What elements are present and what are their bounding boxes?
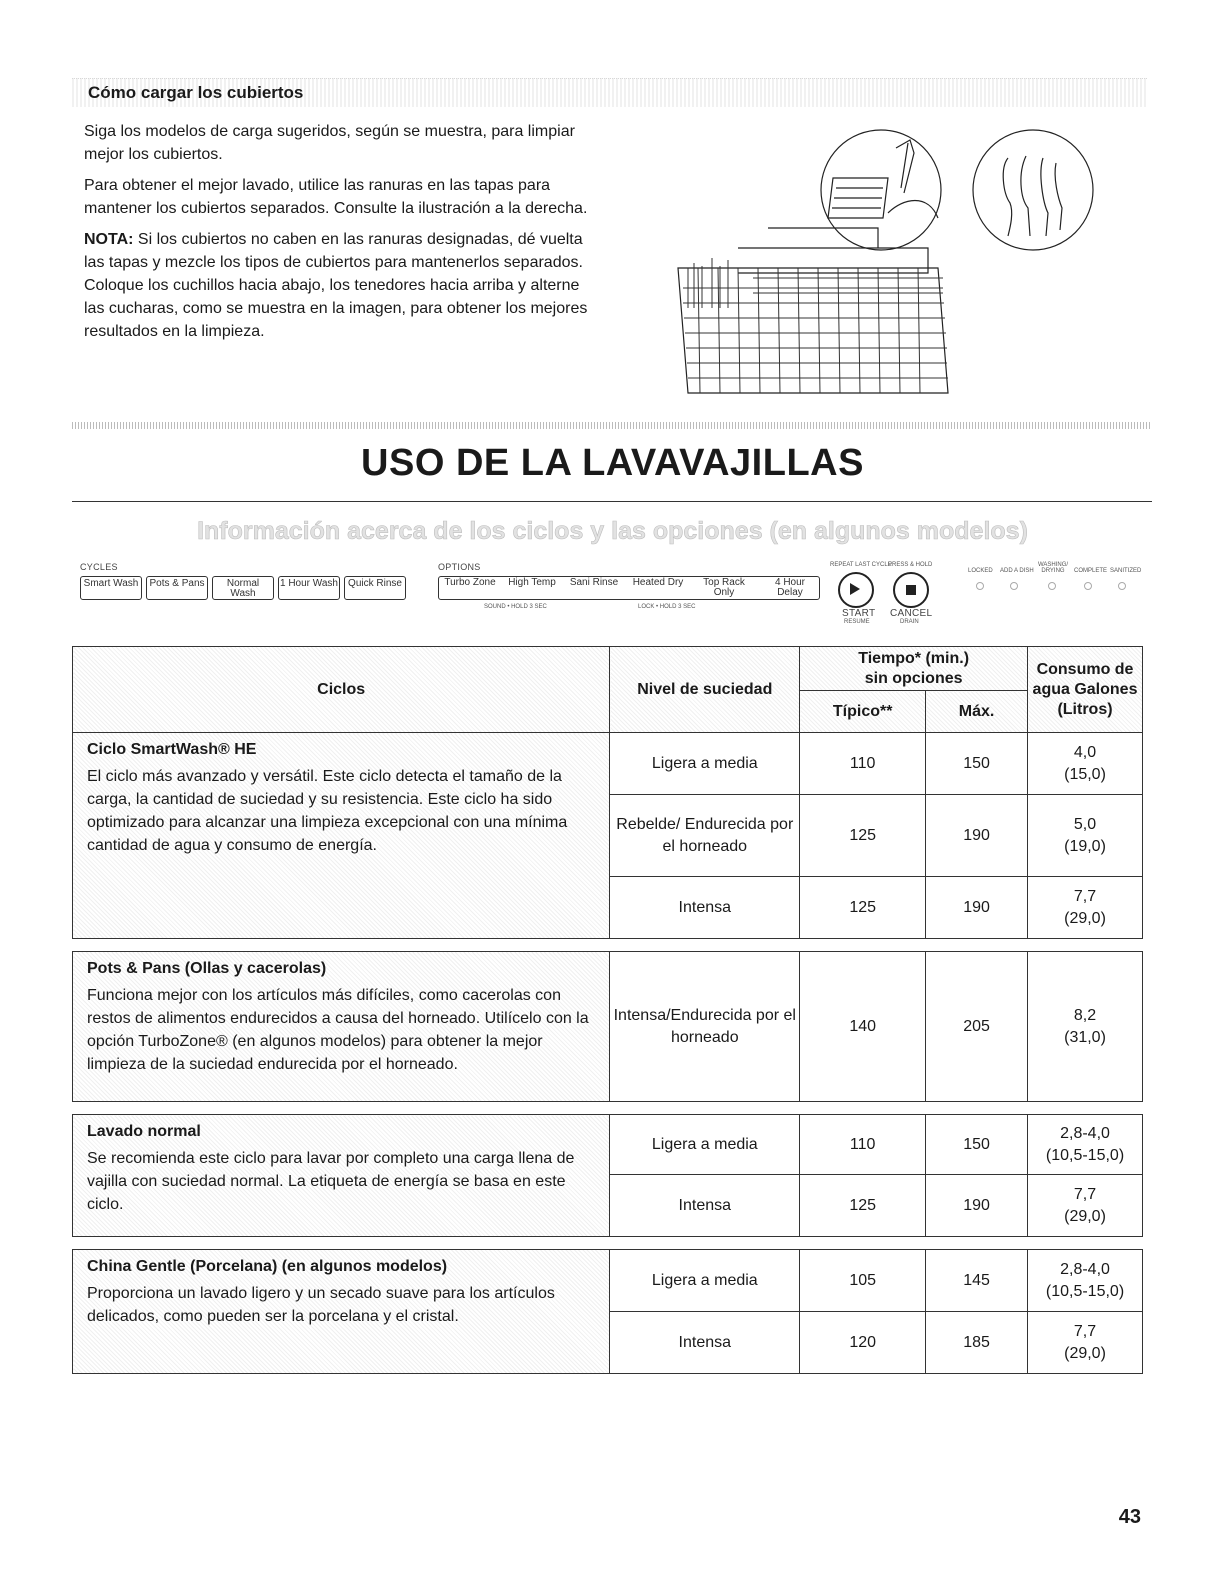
title-rule xyxy=(72,501,1152,502)
header-max: Máx. xyxy=(926,691,1028,733)
galones-value: 7,7 xyxy=(1073,1185,1097,1203)
header-tiempo-sub: sin opciones xyxy=(864,669,963,687)
start-label: START xyxy=(842,608,876,619)
cycle-button-quick-rinse: Quick Rinse xyxy=(344,576,406,600)
cycle-text: El ciclo más avanzado y versátil. Este ciclo detecta el tamaño de la carga, la cantidad de suciedad y su resistencia. Este ciclo ha sido optimizado para alcanzar una limpieza excepcional con una mínima cantidad de agua y consumo de energía. xyxy=(87,768,568,854)
header-tipico: Típico** xyxy=(800,691,926,733)
tipico-cell: 110 xyxy=(800,733,926,795)
option-4-hour-delay: 4 Hour Delay xyxy=(774,577,805,598)
tipico-cell: 105 xyxy=(800,1250,926,1312)
section-heading: Cómo cargar los cubiertos xyxy=(88,83,304,102)
cycle-name: Lavado normal xyxy=(87,1123,201,1140)
options-label: OPTIONS xyxy=(438,562,481,572)
cycle-text: Proporciona un lavado ligero y un secado suave para los artículos delicados, como pueden ser la porcelana y el cristal. xyxy=(87,1285,555,1325)
nivel-cell: Ligera a media xyxy=(610,733,800,795)
cycle-button-normal-wash: Normal Wash xyxy=(212,576,274,600)
header-consumo: Consumo de agua Galones (Litros) xyxy=(1028,647,1143,733)
consumo-cell xyxy=(1028,877,1143,939)
tipico-cell: 120 xyxy=(800,1312,926,1374)
cycle-description xyxy=(73,733,610,939)
nivel-cell: Ligera a media xyxy=(610,1115,800,1175)
cycle-name: Pots & Pans (Ollas y cacerolas) xyxy=(87,960,327,977)
nivel-cell: Intensa xyxy=(610,877,800,939)
repeat-last-cycle-label: REPEAT LAST CYCLE xyxy=(830,562,892,568)
tipico-cell: 125 xyxy=(800,1175,926,1237)
galones-value: 4,0 xyxy=(1073,743,1097,761)
max-cell: 205 xyxy=(926,952,1028,1102)
cycle-text: Funciona mejor con los artículos más difíciles, como cacerolas con restos de alimentos endurecidos a causa del horneado. Utilícelo con la opción TurboZone® (en algunos modelos) para obtener la mejor limpieza de la suciedad endurecida por el horneado. xyxy=(87,987,589,1073)
cycle-button-smart-wash: Smart Wash xyxy=(80,576,142,600)
section-divider-band xyxy=(72,422,1152,429)
status-sanitized-label: SANITIZED xyxy=(1110,568,1142,574)
max-cell: 150 xyxy=(926,1115,1028,1175)
galones-value: 8,2 xyxy=(1073,1006,1097,1024)
cycle-text: Se recomienda este ciclo para lavar por completo una carga llena de vajilla con suciedad normal. La etiqueta de energía se basa en este ciclo. xyxy=(87,1150,575,1213)
header-tiempo-main: Tiempo* (min.) xyxy=(858,649,970,667)
nivel-cell: Intensa xyxy=(610,1175,800,1237)
silverware-basket-illustration xyxy=(658,118,1148,408)
max-cell: 190 xyxy=(926,1175,1028,1237)
lock-hold-label: LOCK • HOLD 3 SEC xyxy=(638,604,696,610)
litros-value: (15,0) xyxy=(1064,765,1106,783)
header-ciclos: Ciclos xyxy=(73,647,610,733)
header-nivel: Nivel de suciedad xyxy=(610,647,800,733)
tipico-cell: 125 xyxy=(800,795,926,877)
note-text: Si los cubiertos no caben en las ranuras designadas, dé vuelta las tapas y mezcle los tipos de cubiertos para mantenerlos separados. Coloque los cuchillos hacia abajo, los tenedores hacia arriba y alterne las cucharas, como se muestra en la imagen, para obtener los mejores resultados en la limpieza. xyxy=(84,231,588,340)
cancel-label: CANCEL xyxy=(890,608,933,619)
option-sani-rinse: Sani Rinse xyxy=(569,577,619,588)
max-cell: 145 xyxy=(926,1250,1028,1312)
status-light xyxy=(1084,582,1092,590)
cycle-button-1-hour-wash: 1 Hour Wash xyxy=(278,576,340,600)
drain-label: DRAIN xyxy=(900,619,919,625)
resume-label: RESUME xyxy=(844,619,870,625)
consumo-cell xyxy=(1028,733,1143,795)
table-row xyxy=(73,1250,1143,1312)
section-heading-bar xyxy=(72,78,1147,107)
option-top-rack-only: Top Rack Only xyxy=(703,577,745,598)
consumo-cell xyxy=(1028,1175,1143,1237)
cycle-description xyxy=(73,1115,610,1237)
status-locked-label: LOCKED xyxy=(968,568,993,574)
intro-paragraph-1: Siga los modelos de carga sugeridos, según se muestra, para limpiar mejor los cubiertos. xyxy=(84,123,575,163)
option-heated-dry: Heated Dry xyxy=(632,577,684,588)
consumo-cell xyxy=(1028,1115,1143,1175)
galones-value: 5,0 xyxy=(1073,815,1097,833)
status-light xyxy=(1010,582,1018,590)
status-add-dish-label: ADD A DISH xyxy=(1000,568,1034,574)
litros-value: (31,0) xyxy=(1064,1028,1106,1046)
cycle-table xyxy=(72,646,1143,1374)
nivel-cell: Ligera a media xyxy=(610,1250,800,1312)
litros-value: (10,5-15,0) xyxy=(1045,1282,1125,1300)
cycle-name: China Gentle (Porcelana) (en algunos modelos) xyxy=(87,1258,448,1275)
cycle-name: Ciclo SmartWash® HE xyxy=(87,741,257,758)
galones-value: 7,7 xyxy=(1073,887,1097,905)
stop-icon xyxy=(905,584,917,596)
consumo-cell xyxy=(1028,1312,1143,1374)
litros-value: (29,0) xyxy=(1064,909,1106,927)
litros-value: (19,0) xyxy=(1064,837,1106,855)
press-hold-label: PRESS & HOLD xyxy=(888,562,933,568)
cycles-label: CYCLES xyxy=(80,562,118,572)
option-turbo-zone: Turbo Zone xyxy=(444,577,496,588)
max-cell: 190 xyxy=(926,795,1028,877)
galones-value: 2,8-4,0 xyxy=(1060,1260,1110,1278)
galones-value: 2,8-4,0 xyxy=(1060,1124,1110,1142)
consumo-cell xyxy=(1028,1250,1143,1312)
note-label: NOTA: xyxy=(84,231,134,248)
litros-value: (29,0) xyxy=(1064,1344,1106,1362)
table-row xyxy=(73,952,1143,1102)
cycle-button-pots-pans: Pots & Pans xyxy=(146,576,208,600)
page-number: 43 xyxy=(1118,1506,1141,1528)
play-icon xyxy=(849,582,861,596)
sound-hold-label: SOUND • HOLD 3 SEC xyxy=(484,604,547,610)
main-title: USO DE LA LAVAVAJILLAS xyxy=(361,442,864,484)
cycle-description xyxy=(73,952,610,1102)
status-complete-label: COMPLETE xyxy=(1074,568,1108,574)
intro-text xyxy=(84,120,604,351)
nivel-cell: Intensa/Endurecida por el horneado xyxy=(610,952,800,1102)
tipico-cell: 110 xyxy=(800,1115,926,1175)
max-cell: 150 xyxy=(926,733,1028,795)
option-high-temp: High Temp xyxy=(508,577,556,588)
litros-value: (10,5-15,0) xyxy=(1045,1146,1125,1164)
note-paragraph xyxy=(84,228,604,343)
max-cell: 185 xyxy=(926,1312,1028,1374)
galones-value: 7,7 xyxy=(1073,1322,1097,1340)
intro-paragraph-2: Para obtener el mejor lavado, utilice las ranuras en las tapas para mantener los cubiertos separados. Consulte la ilustración a la derecha. xyxy=(84,177,588,217)
status-light xyxy=(976,582,984,590)
consumo-cell xyxy=(1028,952,1143,1102)
cycle-description xyxy=(73,1250,610,1374)
subtitle: Información acerca de los ciclos y las opciones (en algunos modelos) xyxy=(197,517,1028,545)
nivel-cell: Rebelde/ Endurecida por el horneado xyxy=(610,795,800,877)
table-row xyxy=(73,1115,1143,1175)
header-tiempo xyxy=(800,647,1028,691)
tipico-cell: 125 xyxy=(800,877,926,939)
nivel-cell: Intensa xyxy=(610,1312,800,1374)
consumo-cell xyxy=(1028,795,1143,877)
table-row xyxy=(73,733,1143,795)
status-washing-label: WASHING/ DRYING xyxy=(1037,562,1069,574)
max-cell: 190 xyxy=(926,877,1028,939)
status-light xyxy=(1118,582,1126,590)
status-light xyxy=(1048,582,1056,590)
control-panel-illustration xyxy=(78,562,1153,634)
litros-value: (29,0) xyxy=(1064,1207,1106,1225)
tipico-cell: 140 xyxy=(800,952,926,1102)
